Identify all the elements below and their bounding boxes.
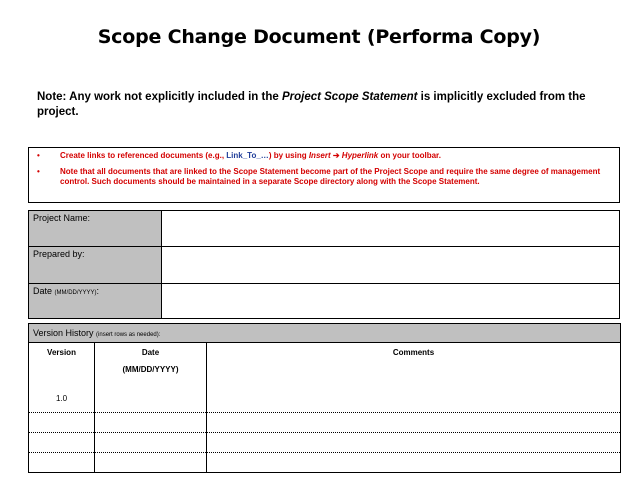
document-title: Scope Change Document (Performa Copy) (97, 26, 541, 48)
date-cell[interactable] (95, 453, 207, 473)
version-cell[interactable] (29, 413, 95, 433)
project-name-label: Project Name: (29, 211, 162, 247)
version-history-heading: Version History (33, 328, 94, 338)
link-example[interactable]: Link_To_… (226, 151, 269, 160)
prepared-by-label: Prepared by: (29, 247, 162, 284)
instruction-text: ) by using (268, 151, 307, 160)
instruction-item-control (29, 167, 619, 188)
note-prefix: Note: Any work not explicitly included in the (37, 91, 279, 103)
table-row (29, 413, 621, 433)
column-header-date-label: Date (141, 348, 160, 357)
project-name-field[interactable] (162, 211, 620, 247)
project-info-table (28, 210, 620, 319)
column-header-comments: Comments (207, 343, 621, 394)
menu-insert: Insert (308, 151, 331, 160)
date-cell[interactable] (95, 433, 207, 453)
comments-cell[interactable] (207, 433, 621, 453)
instruction-item-links (29, 151, 619, 162)
instruction-text: Create links to referenced documents (e.g., (60, 151, 225, 160)
note-italic: Project Scope Statement (281, 91, 418, 103)
date-cell[interactable] (95, 393, 207, 413)
version-history-header (29, 324, 621, 343)
version-cell[interactable] (29, 433, 95, 453)
version-cell[interactable] (29, 453, 95, 473)
note-suffix: is implicitly excluded from the project. (37, 91, 586, 118)
arrow-icon: ➔ (332, 151, 340, 160)
date-cell[interactable] (95, 413, 207, 433)
version-cell[interactable]: 1.0 (29, 393, 95, 413)
prepared-by-field[interactable] (162, 247, 620, 284)
table-row (29, 393, 621, 413)
table-row (29, 453, 621, 473)
date-format-hint: (MM/DD/YYYY) (54, 290, 97, 296)
menu-hyperlink: Hyperlink (341, 151, 379, 160)
comments-cell[interactable] (207, 393, 621, 413)
instruction-text: on your toolbar. (380, 151, 441, 160)
date-label (29, 284, 162, 319)
instruction-text: Note that all documents that are linked to the Scope Statement become part of the Project Scope and require the same degree of management control. Such documents should be maintained in a separate Scope directory along with the Scope Statement. (60, 166, 601, 186)
date-field[interactable] (162, 284, 620, 319)
comments-cell[interactable] (207, 453, 621, 473)
instructions-box (28, 147, 620, 203)
date-colon: : (96, 286, 100, 296)
comments-cell[interactable] (207, 413, 621, 433)
column-header-date (95, 343, 207, 394)
column-header-version: Version (29, 343, 95, 394)
column-header-date-format: (MM/DD/YYYY) (122, 365, 179, 374)
date-label-text: Date (33, 286, 53, 296)
version-history-note: (insert rows as needed): (96, 332, 161, 338)
bullet-icon: • (37, 166, 40, 176)
bullet-icon: • (37, 151, 40, 160)
scope-note (37, 90, 597, 120)
table-row (29, 433, 621, 453)
version-history-table (28, 323, 621, 473)
